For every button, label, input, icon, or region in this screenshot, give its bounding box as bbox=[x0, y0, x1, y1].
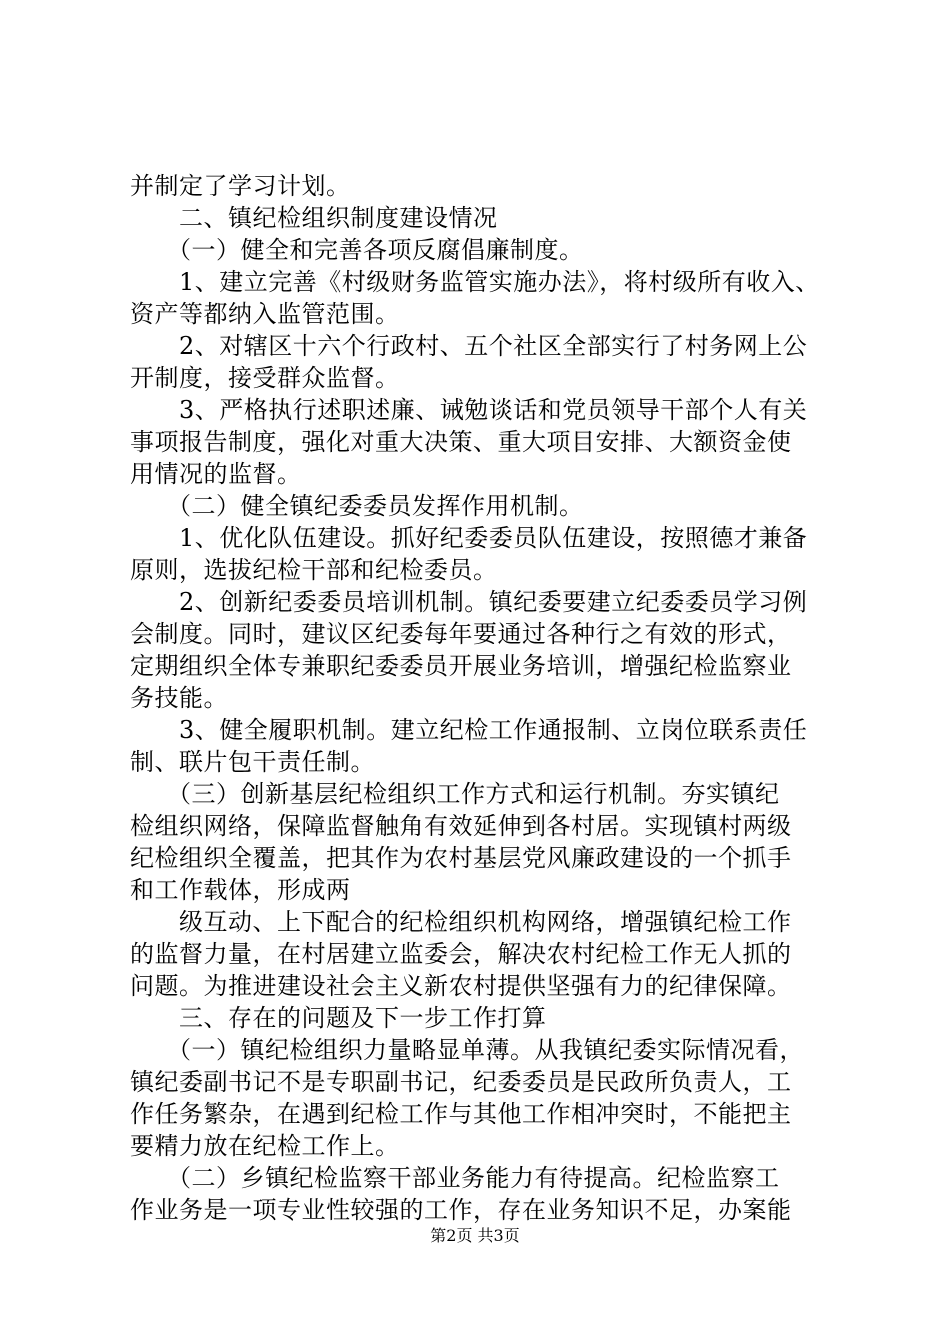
text-line: 3、健全履职机制。建立纪检工作通报制、立岗位联系责任 bbox=[130, 716, 808, 744]
document-body bbox=[130, 170, 845, 1226]
text-line: 级互动、上下配合的纪检组织机构网络，增强镇纪检工作 bbox=[130, 908, 792, 936]
text-line: 检组织网络，保障监督触角有效延伸到各村居。实现镇村两级 bbox=[130, 812, 792, 840]
subsection-heading: （二）健全镇纪委委员发挥作用机制。 bbox=[130, 492, 584, 520]
text-line: 作任务繁杂，在遇到纪检工作与其他工作相冲突时，不能把主 bbox=[130, 1100, 792, 1128]
text-line: 资产等都纳入监管范围。 bbox=[130, 300, 400, 328]
text-line: 定期组织全体专兼职纪委委员开展业务培训，增强纪检监察业 bbox=[130, 652, 792, 680]
text-line: 用情况的监督。 bbox=[130, 460, 302, 488]
text-line: 问题。为推进建设社会主义新农村提供坚强有力的纪律保障。 bbox=[130, 972, 792, 1000]
text-line: 2、对辖区十六个行政村、五个社区全部实行了村务网上公 bbox=[130, 332, 808, 360]
text-line: 要精力放在纪检工作上。 bbox=[130, 1132, 400, 1160]
text-line: 开制度，接受群众监督。 bbox=[130, 364, 400, 392]
text-line: 3、严格执行述职述廉、诫勉谈话和党员领导干部个人有关 bbox=[130, 396, 808, 424]
text-line: 1、建立完善《村级财务监管实施办法》，将村级所有收入、 bbox=[130, 268, 820, 296]
text-line: 纪检组织全覆盖，把其作为农村基层党风廉政建设的一个抓手 bbox=[130, 844, 792, 872]
subsection-heading: （一）健全和完善各项反腐倡廉制度。 bbox=[130, 236, 584, 264]
section-heading: 三、存在的问题及下一步工作打算 bbox=[130, 1004, 547, 1032]
subsection-heading: （二）乡镇纪检监察干部业务能力有待提高。纪检监察工 bbox=[130, 1164, 780, 1192]
subsection-heading: （三）创新基层纪检组织工作方式和运行机制。夯实镇纪 bbox=[130, 780, 780, 808]
text-line: 事项报告制度，强化对重大决策、重大项目安排、大额资金使 bbox=[130, 428, 792, 456]
text-line: 和工作载体，形成两 bbox=[130, 876, 351, 904]
text-line: 务技能。 bbox=[130, 684, 228, 712]
text-line: 2、创新纪委委员培训机制。镇纪委要建立纪委委员学习例 bbox=[130, 588, 808, 616]
text-line: 的监督力量，在村居建立监委会，解决农村纪检工作无人抓的 bbox=[130, 940, 792, 968]
subsection-heading: （一）镇纪检组织力量略显单薄。从我镇纪委实际情况看， bbox=[130, 1036, 804, 1064]
text-line: 镇纪委副书记不是专职副书记，纪委委员是民政所负责人，工 bbox=[130, 1068, 792, 1096]
text-line: 并制定了学习计划。 bbox=[130, 172, 351, 200]
text-line: 制、联片包干责任制。 bbox=[130, 748, 375, 776]
text-line: 1、优化队伍建设。抓好纪委委员队伍建设，按照德才兼备 bbox=[130, 524, 808, 552]
section-heading: 二、镇纪检组织制度建设情况 bbox=[130, 204, 498, 232]
text-line: 会制度。同时，建议区纪委每年要通过各种行之有效的形式， bbox=[130, 620, 792, 648]
text-line: 原则，选拔纪检干部和纪检委员。 bbox=[130, 556, 498, 584]
page-number-footer: 第2页 共3页 bbox=[430, 1226, 520, 1245]
text-line: 作业务是一项专业性较强的工作，存在业务知识不足，办案能 bbox=[130, 1196, 792, 1224]
